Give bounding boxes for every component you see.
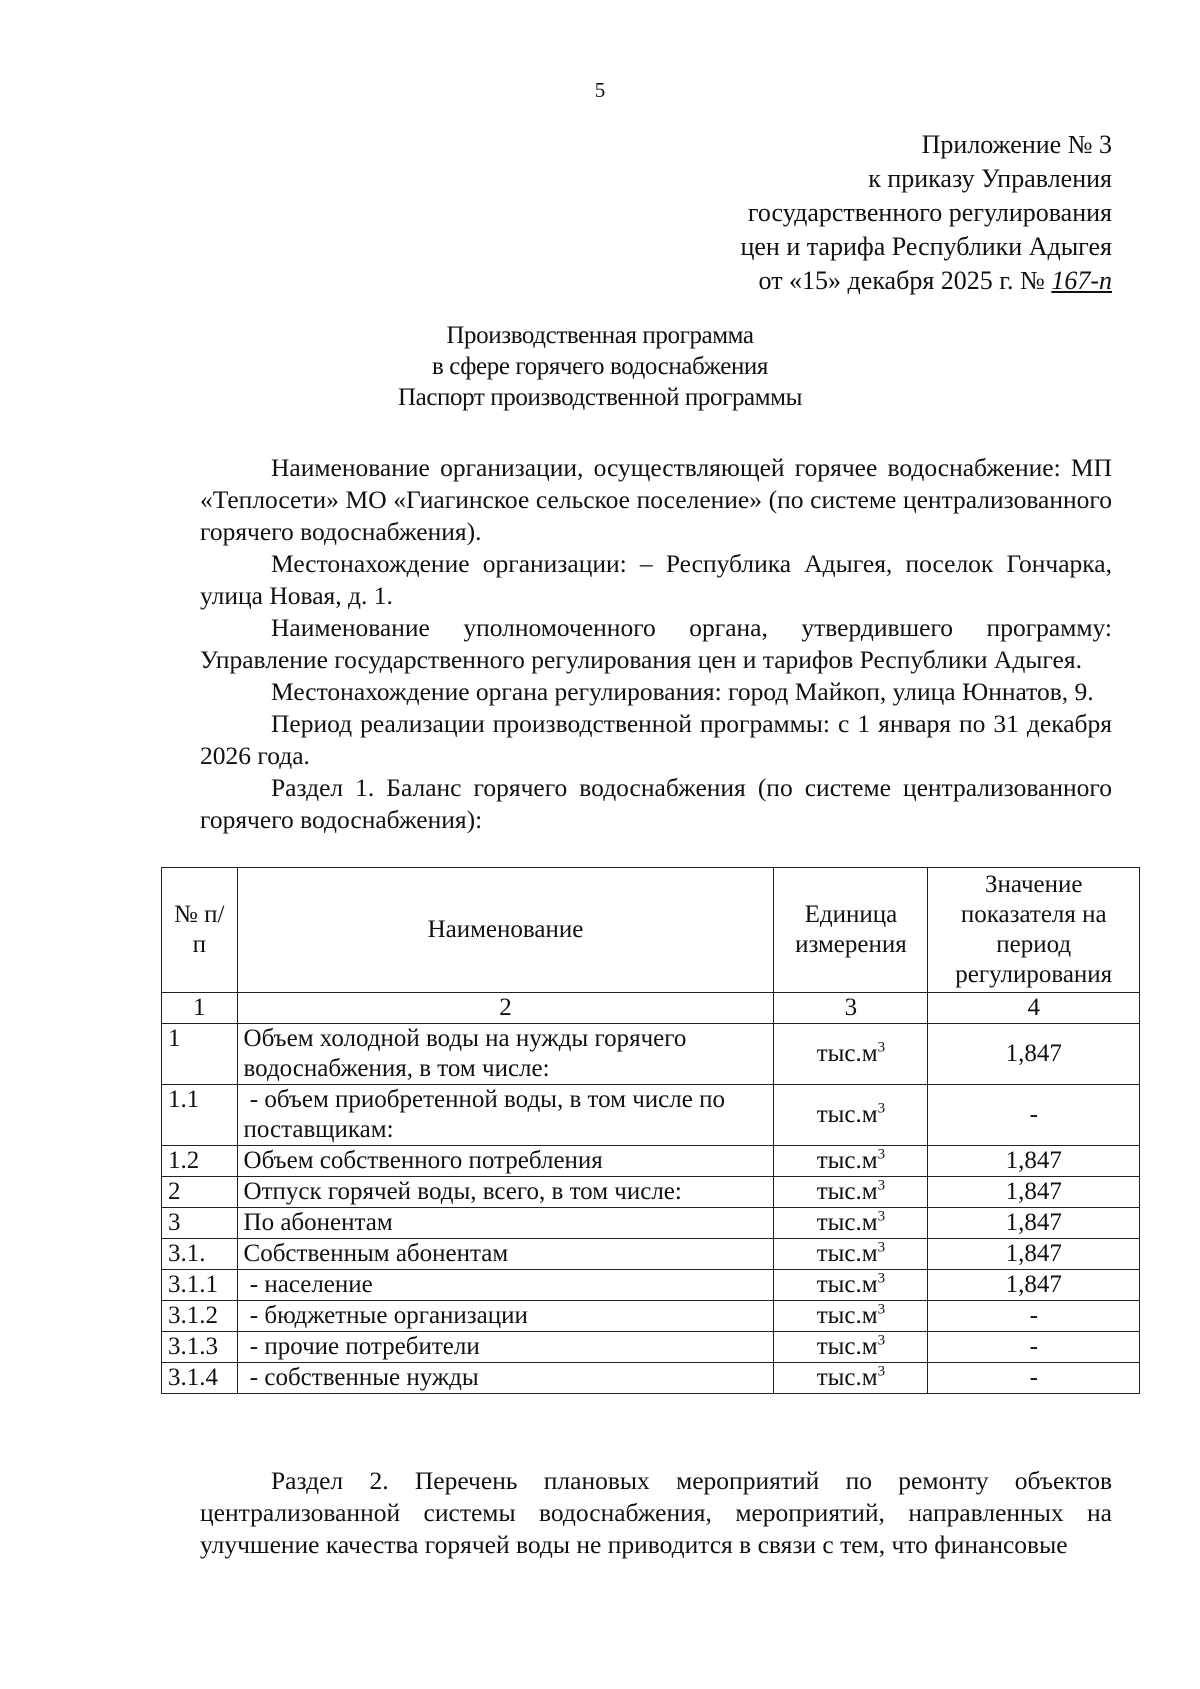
unit-base: тыс.м — [816, 1271, 878, 1298]
row-name: Объем холодной воды на нужды горячего водоснабжения, в том числе: — [237, 1024, 774, 1085]
unit-base: тыс.м — [816, 1302, 878, 1329]
row-unit — [774, 1085, 928, 1146]
row-unit — [774, 1024, 928, 1085]
row-number: 3 — [162, 1208, 238, 1239]
table-row — [162, 1270, 1140, 1301]
table-row — [162, 1085, 1140, 1146]
appendix-line-3: государственного регулирования — [747, 198, 1112, 227]
document-titles — [0, 320, 1200, 413]
unit-base: тыс.м — [816, 1333, 878, 1360]
table-row — [162, 1024, 1140, 1085]
row-value: - — [928, 1363, 1140, 1394]
row-number: 2 — [162, 1177, 238, 1208]
section1-heading: Раздел 1. Баланс горячего водоснабжения (по системе централизованного горячего водоснабжения): — [200, 773, 1112, 834]
appendix-line-2: к приказу Управления — [868, 164, 1112, 193]
unit-exponent: 3 — [877, 1270, 886, 1287]
row-number: 3.1.4 — [162, 1363, 238, 1394]
appendix-line-1: Приложение № 3 — [921, 130, 1112, 159]
row-name: Объем собственного потребления — [237, 1146, 774, 1177]
column-number: 4 — [928, 993, 1140, 1024]
row-unit — [774, 1146, 928, 1177]
section2-paragraph: Раздел 2. Перечень плановых мероприятий по ремонту объектов централизованной системы водоснабжения, мероприятий, направленных на улучшение качества горячей воды не приводится в связи с тем, что финансовые — [200, 1466, 1112, 1559]
period-paragraph: Период реализации производственной программы: с 1 января по 31 декабря 2026 года. — [200, 709, 1112, 770]
unit-exponent: 3 — [877, 1239, 886, 1256]
row-name: Отпуск горячей воды, всего, в том числе: — [237, 1177, 774, 1208]
row-unit — [774, 1301, 928, 1332]
row-value: 1,847 — [928, 1239, 1140, 1270]
row-name: - объем приобретенной воды, в том числе по поставщикам: — [237, 1085, 774, 1146]
org-name-paragraph: Наименование организации, осуществляющей горячее водоснабжение: МП «Теплосети» МО «Гиагинское сельское поселение» (по системе централизованного горячего водоснабжения). — [200, 453, 1112, 546]
column-number: 1 — [162, 993, 238, 1024]
header-num: № п/п — [162, 868, 238, 993]
row-unit — [774, 1363, 928, 1394]
appendix-line-5 — [740, 264, 1112, 298]
unit-base: тыс.м — [816, 1364, 878, 1391]
unit-exponent: 3 — [877, 1146, 886, 1163]
header-unit: Единица измерения — [774, 868, 928, 993]
row-value: - — [928, 1332, 1140, 1363]
table-row — [162, 1239, 1140, 1270]
row-number: 1.1 — [162, 1085, 238, 1146]
appendix-date: от «15» декабря 2025 г. № — [758, 266, 1045, 295]
unit-base: тыс.м — [816, 1147, 878, 1174]
unit-exponent: 3 — [877, 1039, 886, 1056]
table-row — [162, 1301, 1140, 1332]
row-unit — [774, 1208, 928, 1239]
unit-base: тыс.м — [816, 1101, 878, 1128]
unit-base: тыс.м — [816, 1178, 878, 1205]
row-value: 1,847 — [928, 1270, 1140, 1301]
unit-exponent: 3 — [877, 1100, 886, 1117]
table-header-row — [162, 868, 1140, 993]
section2-text — [200, 1465, 1112, 1561]
row-number: 3.1.1 — [162, 1270, 238, 1301]
table-row — [162, 1363, 1140, 1394]
unit-exponent: 3 — [877, 1208, 886, 1225]
row-name: Собственным абонентам — [237, 1239, 774, 1270]
unit-exponent: 3 — [877, 1332, 886, 1349]
column-number-row — [162, 993, 1140, 1024]
order-number-handwritten: 167-п — [1051, 266, 1112, 295]
title-line-3: Паспорт производственной программы — [398, 384, 802, 411]
table-row — [162, 1332, 1140, 1363]
row-unit — [774, 1177, 928, 1208]
row-number: 3.1.2 — [162, 1301, 238, 1332]
unit-exponent: 3 — [877, 1177, 886, 1194]
page-number: 5 — [594, 78, 606, 102]
header-value: Значение показателя на период регулирования — [928, 868, 1140, 993]
row-name: - население — [237, 1270, 774, 1301]
row-name: - собственные нужды — [237, 1363, 774, 1394]
row-unit — [774, 1270, 928, 1301]
row-value: 1,847 — [928, 1177, 1140, 1208]
header-name: Наименование — [237, 868, 774, 993]
appendix-line-4: цен и тарифа Республики Адыгея — [740, 232, 1112, 261]
passport-body — [200, 452, 1112, 836]
row-number: 3.1.3 — [162, 1332, 238, 1363]
unit-base: тыс.м — [816, 1040, 878, 1067]
row-value: - — [928, 1085, 1140, 1146]
row-name: По абонентам — [237, 1208, 774, 1239]
row-number: 1.2 — [162, 1146, 238, 1177]
table-body — [162, 1024, 1140, 1394]
hot-water-balance-table — [161, 867, 1140, 1394]
org-location-paragraph: Местонахождение организации: – Республика Адыгея, поселок Гончарка, улица Новая, д. 1. — [200, 549, 1112, 610]
unit-exponent: 3 — [877, 1363, 886, 1380]
authority-name-paragraph: Наименование уполномоченного органа, утвердившего программу: Управление государственного регулирования цен и тарифов Республики Адыгея. — [200, 613, 1112, 674]
unit-base: тыс.м — [816, 1240, 878, 1267]
column-number: 3 — [774, 993, 928, 1024]
row-number: 3.1. — [162, 1239, 238, 1270]
table-row — [162, 1146, 1140, 1177]
unit-exponent: 3 — [877, 1301, 886, 1318]
row-unit — [774, 1239, 928, 1270]
row-name: - прочие потребители — [237, 1332, 774, 1363]
row-name: - бюджетные организации — [237, 1301, 774, 1332]
title-line-1: Производственная программа — [446, 322, 754, 349]
unit-base: тыс.м — [816, 1209, 878, 1236]
row-value: - — [928, 1301, 1140, 1332]
row-value: 1,847 — [928, 1024, 1140, 1085]
authority-location-paragraph: Местонахождение органа регулирования: город Майкоп, улица Юннатов, 9. — [271, 677, 1094, 706]
appendix-header — [740, 128, 1112, 298]
column-number: 2 — [237, 993, 774, 1024]
title-line-2: в сфере горячего водоснабжения — [432, 353, 768, 380]
row-number: 1 — [162, 1024, 238, 1085]
row-unit — [774, 1332, 928, 1363]
row-value: 1,847 — [928, 1146, 1140, 1177]
row-value: 1,847 — [928, 1208, 1140, 1239]
table-row — [162, 1177, 1140, 1208]
table-row — [162, 1208, 1140, 1239]
